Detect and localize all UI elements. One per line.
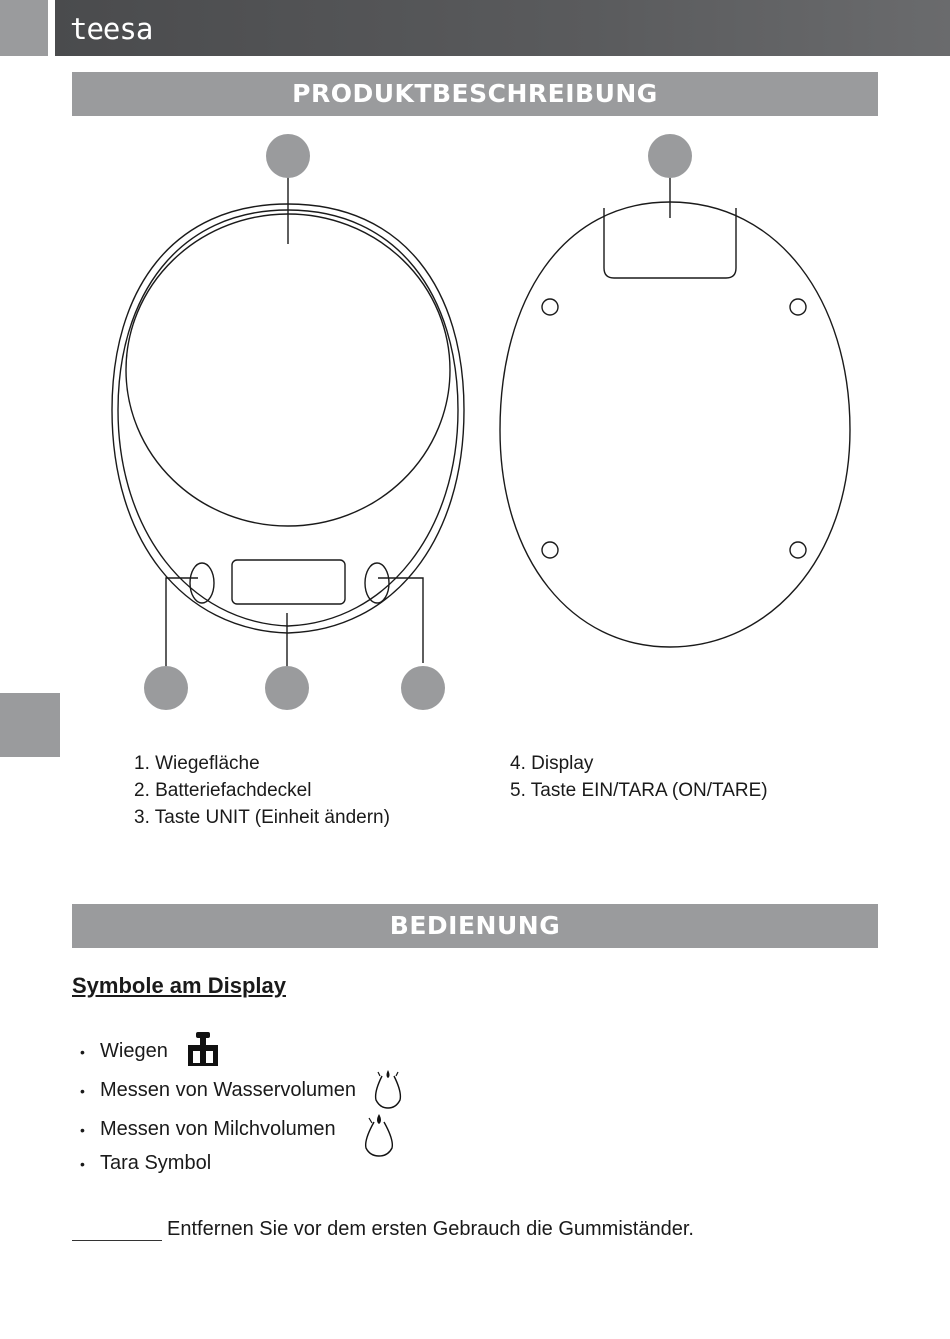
usage-note [72,1218,694,1241]
weighing-plate [126,214,450,526]
list-item [80,1040,168,1070]
water-drop-icon [370,1068,406,1110]
battery-cover [604,208,736,278]
callout-marker-1 [266,134,310,178]
scale-front-inner-rim [118,210,458,626]
bullet: • [80,1082,85,1099]
legend-right [510,750,768,804]
symbols-heading: Symbole am Display [72,973,286,998]
legend-item: 2. Batteriefachdeckel [134,780,312,801]
bullet: • [80,1043,85,1060]
corner-tab [0,0,48,56]
milk-drop-icon [360,1112,398,1158]
callout-line-5 [378,578,423,663]
rubber-foot [542,299,558,315]
display-window [232,560,345,604]
list-item [80,1079,356,1109]
symbol-label: Wiegen [100,1040,168,1063]
legend-item: 1. Wiegefläche [134,753,260,774]
symbol-label: Messen von Wasservolumen [100,1079,357,1102]
list-item [80,1118,336,1148]
legend-item: 3. Taste UNIT (Einheit ändern) [134,807,390,828]
on-tare-button [365,563,389,603]
header-bar [55,0,950,56]
bullet: • [80,1155,85,1172]
callout-marker-2 [648,134,692,178]
product-diagram [72,120,878,740]
section-title-description: PRODUKTBESCHREIBUNG [72,72,878,116]
rubber-foot [542,542,558,558]
legend-item: 4. Display [510,753,594,774]
section-title-operation: BEDIENUNG [72,904,878,948]
brand-logo: teesa [70,12,153,46]
symbol-label: Messen von Milchvolumen [100,1118,336,1141]
legend-item: 5. Taste EIN/TARA (ON/TARE) [510,780,768,801]
legend-left [134,750,390,831]
side-page-tab [0,693,60,757]
scale-back-body [500,202,850,647]
callout-marker-3 [144,666,188,710]
callout-marker-5 [401,666,445,710]
list-item [80,1152,211,1182]
callout-marker-4 [265,666,309,710]
rubber-foot [790,542,806,558]
note-text: Entfernen Sie vor dem ersten Gebrauch die Gummiständer. [167,1218,694,1240]
weigh-icon [186,1030,220,1068]
symbol-label: Tara Symbol [100,1152,212,1175]
rubber-foot [790,299,806,315]
bullet: • [80,1121,85,1138]
note-blank-line [72,1240,162,1241]
